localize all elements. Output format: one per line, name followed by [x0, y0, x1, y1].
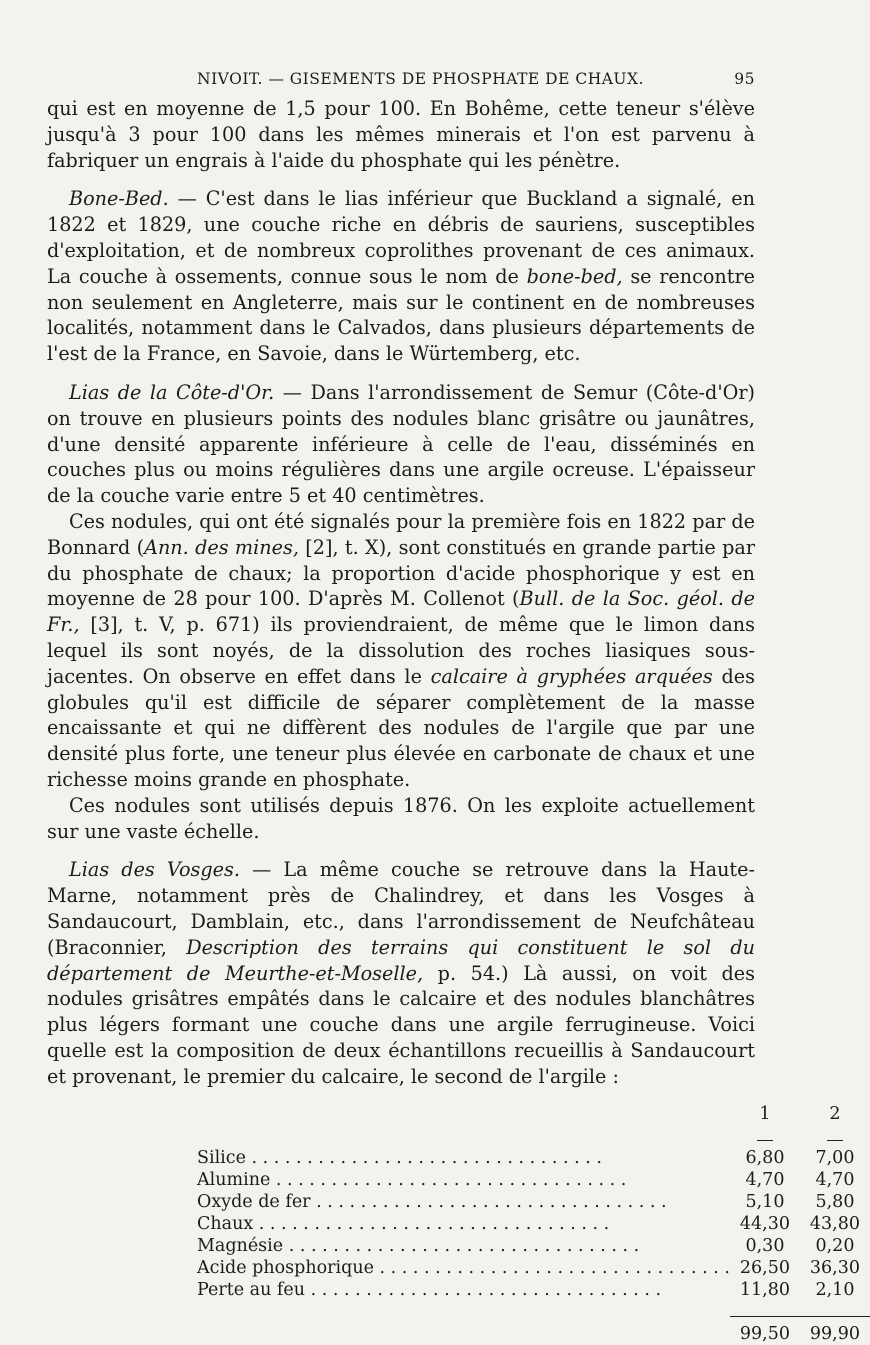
page-number: 95	[734, 70, 755, 88]
table-total-row: 99,50 99,90	[739, 1324, 861, 1345]
table-row: Magnésie . . . 0,30 0,20	[197, 1235, 870, 1257]
paragraph-exploitation: Ces nodules sont utilisés depuis 1876. On les exploite actuellement sur une vaste échelle.	[47, 793, 755, 843]
paragraph-bone-bed: Bone-Bed. — C'est dans le lias inférieur que Buckland a signalé, en 1822 et 1829, une couche riche en débris de sauriens, susceptibles d'exploitation, et de nombreux coprolithes provenant de ces animaux. La couche à ossements, connue sous le nom de bone-bed, se rencontre non seulement en Angleterre, mais sur le continent en de nombreuses localités, notamment dans le Calvados, dans plusieurs départements de l'est de la France, en Savoie, dans le Würtemberg, etc.	[47, 187, 755, 366]
section-lead: Lias des Vosges.	[69, 858, 240, 882]
paragraph-lias-cote-d-or: Lias de la Côte-d'Or. — Dans l'arrondissement de Semur (Côte-d'Or) on trouve en plusieurs points des nodules blanc grisâtre ou jaunâtres, d'une densité apparente inférieure à celle de l'eau, disséminés en couches plus ou moins régulières dans une argile ocreuse. L'épaisseur de la couche varie entre 5 et 40 centimètres.	[47, 380, 755, 508]
table-row: Oxyde de fer . . . 5,10 5,80	[197, 1191, 870, 1213]
section-lead: Lias de la Côte-d'Or.	[69, 380, 275, 404]
total-rule	[800, 1316, 870, 1317]
paragraph-intro: qui est en moyenne de 1,5 pour 100. En Bohême, cette teneur s'élève jusqu'à 3 pour 100 dans les mêmes minerais et l'on est parvenu à fabriquer un engrais à l'aide du phosphate qui les pénètre.	[47, 97, 755, 172]
column-header: 2	[829, 1104, 841, 1125]
composition-table	[197, 1103, 870, 1345]
table-header-row	[197, 1103, 870, 1125]
table-row: Perte au feu . . . 11,80 2,10	[197, 1279, 870, 1301]
total-rule	[730, 1316, 800, 1317]
running-title: NIVOIT. — GISEMENTS DE PHOSPHATE DE CHAUX.	[197, 70, 644, 88]
table-row: Alumine . . . 4,70 4,70	[197, 1169, 870, 1191]
table-row: Chaux . . . 44,30 43,80	[197, 1213, 870, 1235]
table-row: Silice . . . 6,80 7,00	[197, 1147, 870, 1169]
paragraph-lias-vosges: Lias des Vosges. — La même couche se retrouve dans la Haute-Marne, notamment près de Chalindrey, et dans les Vosges à Sandaucourt, Damblain, etc., dans l'arrondissement de Neufchâteau (Braconnier, Description des terrains qui constituent le sol du département de Meurthe-et-Moselle, p. 54.) Là aussi, on voit des nodules grisâtres empâtés dans le calcaire et des nodules blanchâtres plus légers formant une couche dans une argile ferrugineuse. Voici quelle est la composition de deux échantillons recueillis à Sandaucourt et provenant, le premier du calcaire, le second de l'argile :	[47, 858, 755, 1088]
header-dash	[827, 1140, 843, 1141]
running-header	[47, 70, 755, 96]
section-lead: Bone-Bed.	[69, 187, 169, 211]
page	[47, 70, 861, 1345]
paragraph-nodules: Ces nodules, qui ont été signalés pour la première fois en 1822 par de Bonnard (Ann. des mines, [2], t. X), sont constitués en grande partie par du phosphate de chaux; la proportion d'acide phosphorique y est en moyenne de 28 pour 100. D'après M. Collenot (Bull. de la Soc. géol. de Fr., [3], t. V, p. 671) ils proviendraient, de même que le limon dans lequel ils sont noyés, de la dissolution des roches liasiques sous-jacentes. On observe en effet dans le calcaire à gryphées arquées des globules qu'il est difficile de séparer complètement de la masse encaissante et qui ne diffèrent des nodules de l'argile que par une densité plus forte, une teneur plus élevée en carbonate de chaux et une richesse moins grande en phosphate.	[47, 509, 755, 791]
table-row: Acide phosphorique . . . 26,50 36,30	[197, 1257, 870, 1279]
column-header: 1	[759, 1104, 771, 1125]
header-dash	[757, 1140, 773, 1141]
